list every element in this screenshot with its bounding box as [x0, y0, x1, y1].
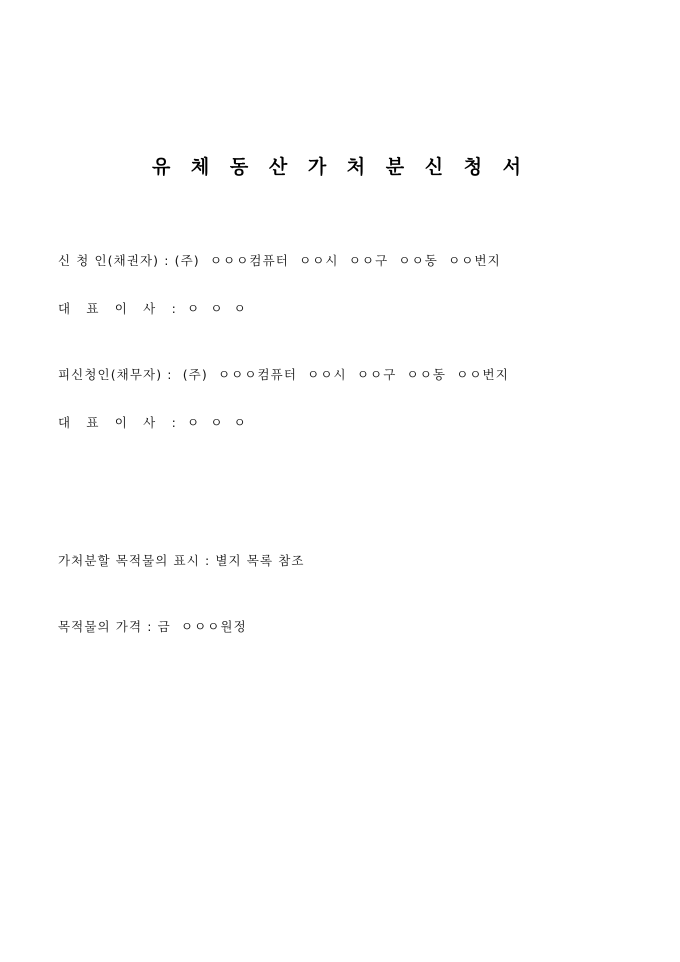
subject-block — [58, 551, 622, 571]
respondent-representative-line: 대 표 이 사 : ㅇ ㅇ ㅇ — [58, 415, 247, 430]
applicant-representative-line: 대 표 이 사 : ㅇ ㅇ ㅇ — [58, 301, 247, 316]
respondent-name-line: 피신청인(채무자) : (주) ㅇㅇㅇ컴퓨터 ㅇㅇ시 ㅇㅇ구 ㅇㅇ동 ㅇㅇ번지 — [58, 367, 509, 382]
applicant-block — [58, 251, 622, 319]
applicant-name-line: 신 청 인(채권자) : (주) ㅇㅇㅇ컴퓨터 ㅇㅇ시 ㅇㅇ구 ㅇㅇ동 ㅇㅇ번지 — [58, 253, 501, 268]
respondent-block — [58, 365, 622, 433]
page-title: 유 체 동 산 가 처 분 신 청 서 — [151, 156, 529, 178]
object-price-line: 목적물의 가격 : 금 ㅇㅇㅇ원정 — [58, 619, 247, 634]
subject-of-provisional-disposition-line: 가처분할 목적물의 표시 : 별지 목록 참조 — [58, 553, 305, 568]
price-block — [58, 617, 622, 637]
